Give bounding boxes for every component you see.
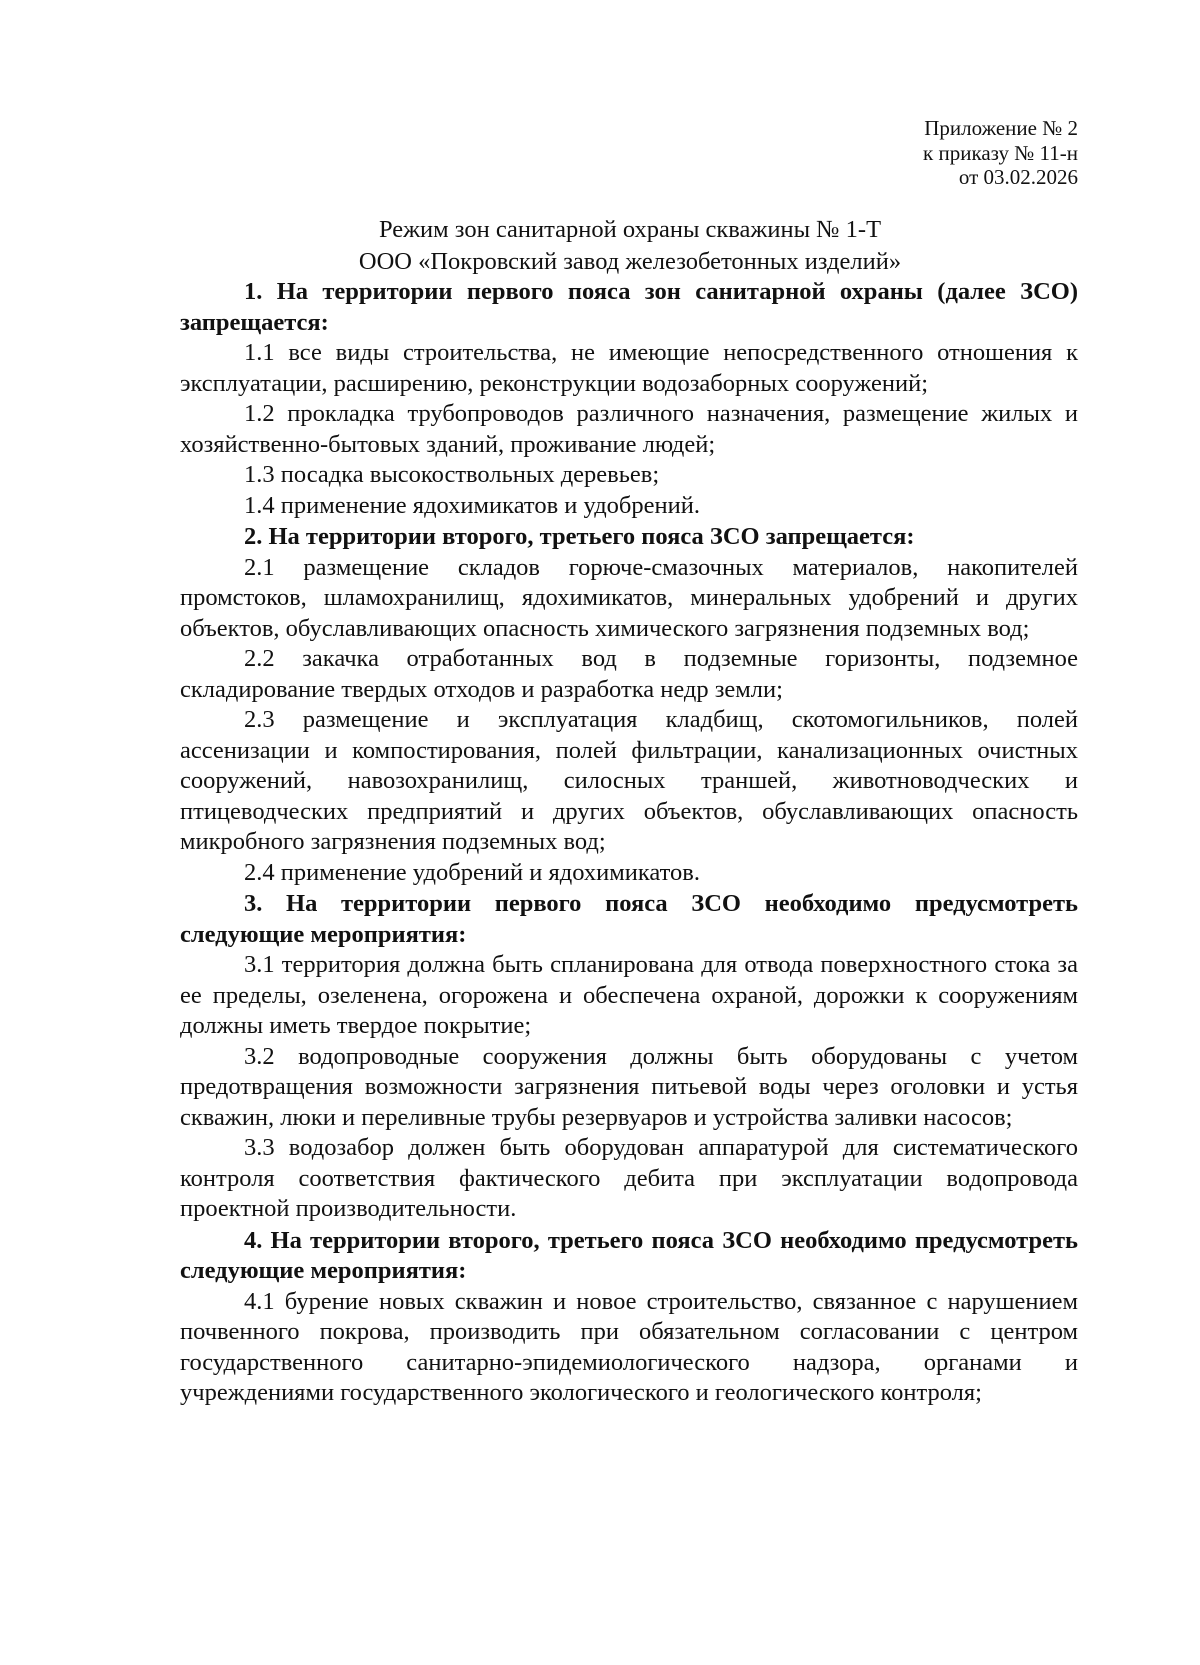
item-1-3: 1.3 посадка высокоствольных деревьев; — [244, 461, 660, 488]
document-title — [180, 214, 1080, 278]
section-2-title: 2. На территории второго, третьего пояса ЗСО запрещается: — [244, 523, 915, 550]
item-2-1: 2.1 размещение складов горюче-смазочных материалов, накопителей промстоков, шламохранилищ, ядохимикатов, минеральных удобрений и других объектов, обуславливающих опасность химического загрязнения подземных вод; — [180, 553, 1078, 642]
item-2-2: 2.2 закачка отработанных вод в подземные горизонты, подземное складирование твердых отходов и разработка недр земли; — [180, 645, 1078, 703]
title-line-organization: ООО «Покровский завод железобетонных изделий» — [358, 248, 902, 275]
section-4-title: 4. На территории второго, третьего пояса ЗСО необходимо предусмотреть следующие мероприятия: — [180, 1226, 1078, 1284]
item-4-1: 4.1 бурение новых скважин и новое строительство, связанное с нарушением почвенного покрова, производить при обязательном согласовании с центром государственного санитарно-эпидемиологического надзора, органами и учреждениями государственного экологического и геологического контроля; — [180, 1287, 1078, 1406]
item-1-2: 1.2 прокладка трубопроводов различного назначения, размещение жилых и хозяйственно-бытовых зданий, проживание людей; — [180, 400, 1078, 458]
item-3-2: 3.2 водопроводные сооружения должны быть оборудованы с учетом предотвращения возможности загрязнения питьевой воды через оголовки и устья скважин, люки и переливные трубы резервуаров и устройства заливки насосов; — [180, 1042, 1078, 1131]
appendix-reference — [923, 116, 1078, 190]
item-3-1: 3.1 территория должна быть спланирована для отвода поверхностного стока за ее пределы, озеленена, огорожена и обеспечена охраной, дорожки к сооружениям должны иметь твердое покрытие; — [180, 951, 1078, 1039]
order-number: к приказу № 11-н — [923, 140, 1078, 165]
item-3-3: 3.3 водозабор должен быть оборудован аппаратурой для систематического контроля соответствия фактического дебита при эксплуатации водопровода проектной производительности. — [180, 1134, 1078, 1222]
title-line-regime: Режим зон санитарной охраны скважины № 1-Т — [378, 216, 882, 243]
appendix-number: Приложение № 2 — [924, 116, 1078, 140]
document-body — [180, 276, 1078, 1409]
section-1-title: 1. На территории первого пояса зон санитарной охраны (далее ЗСО) запрещается: — [180, 278, 1078, 336]
item-1-1: 1.1 все виды строительства, не имеющие непосредственного отношения к эксплуатации, расширению, реконструкции водозаборных сооружений; — [180, 339, 1078, 397]
item-2-4: 2.4 применение удобрений и ядохимикатов. — [244, 858, 700, 886]
section-3-title: 3. На территории первого пояса ЗСО необходимо предусмотреть следующие мероприятия: — [180, 890, 1078, 948]
item-2-3: 2.3 размещение и эксплуатация кладбищ, скотомогильников, полей ассенизации и компостирования, полей фильтрации, канализационных очистных сооружений, навозохранилищ, силосных траншей, животноводческих и птицеводческих предприятий и других объектов, обуславливающих опасность микробного загрязнения подземных вод; — [180, 706, 1078, 855]
item-1-4: 1.4 применение ядохимикатов и удобрений. — [244, 491, 700, 519]
order-date: от 03.02.2026 — [958, 165, 1078, 189]
